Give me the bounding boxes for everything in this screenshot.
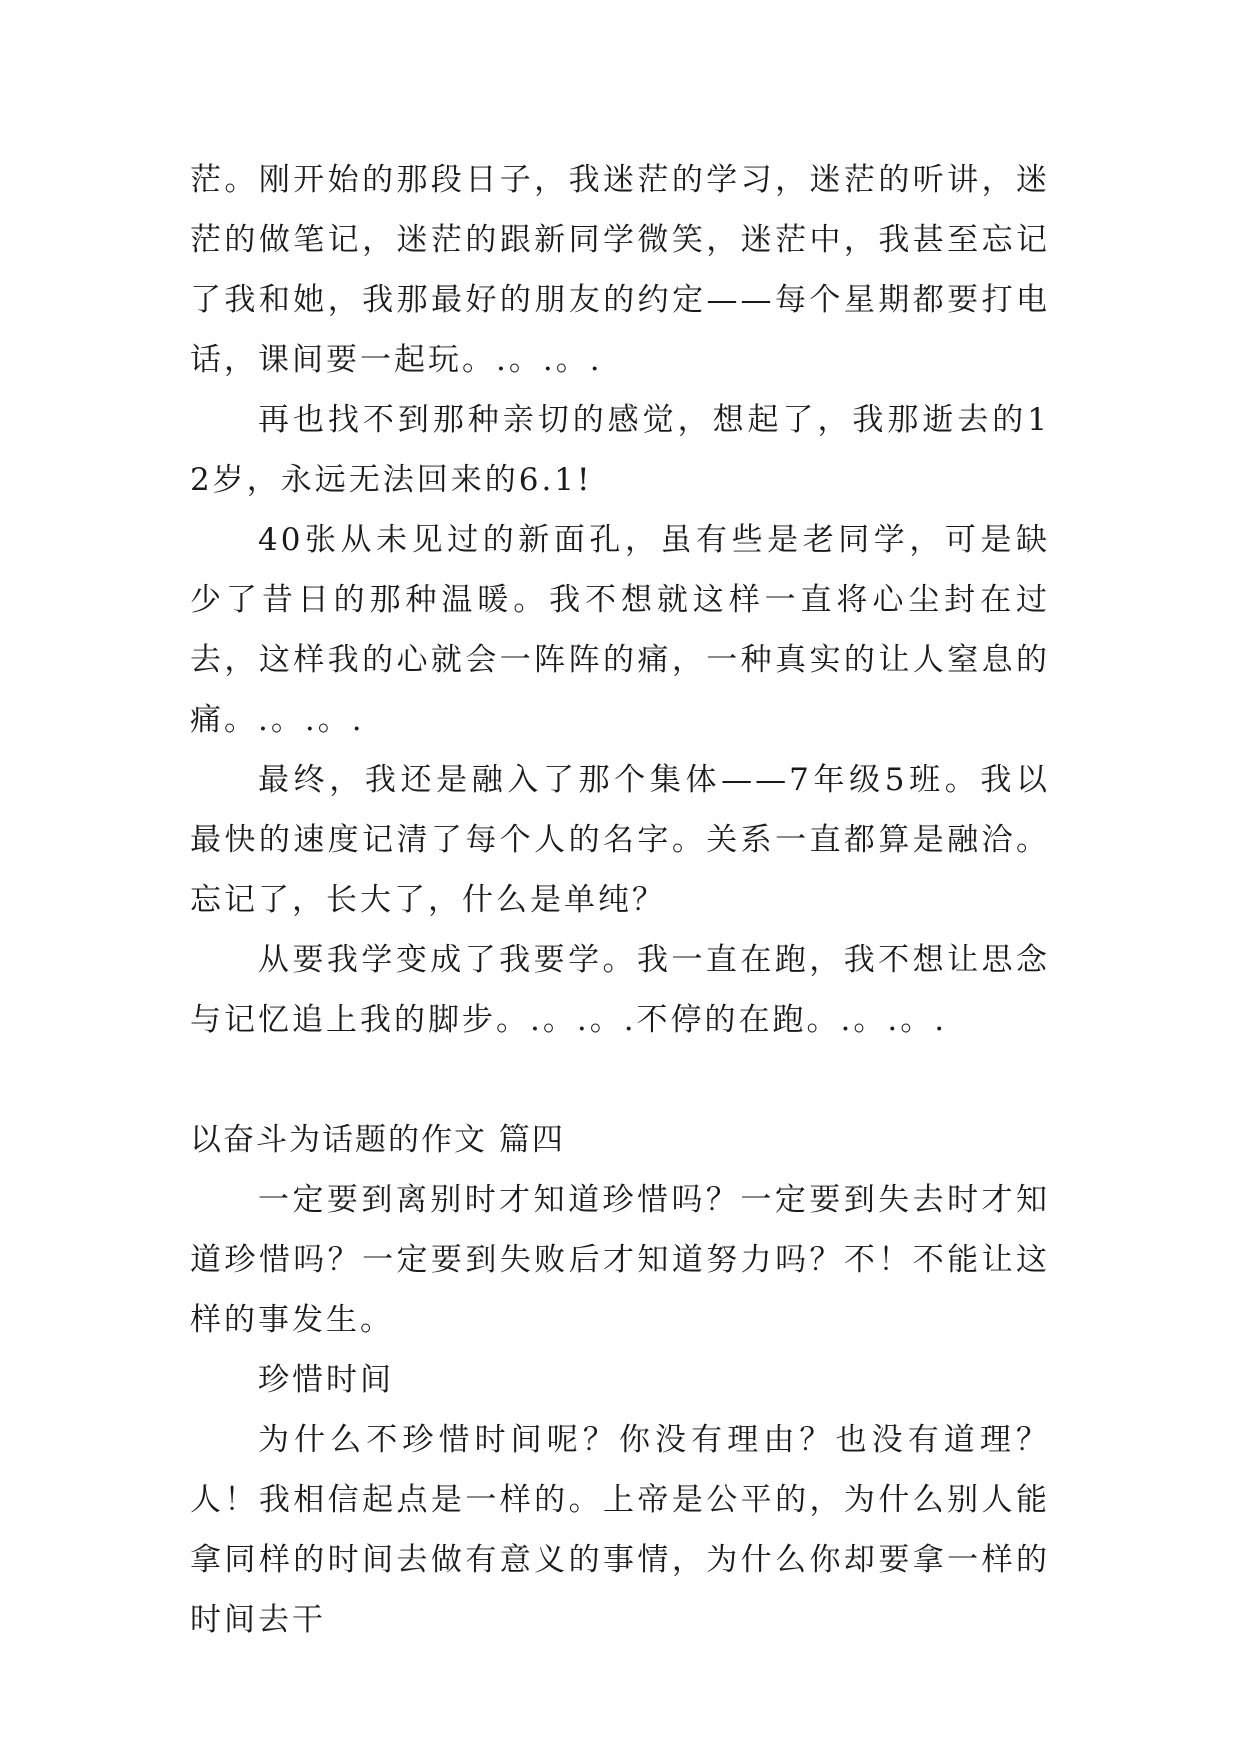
document-page [190, 150, 1050, 1650]
subheading: 珍惜时间 [258, 1362, 394, 1398]
paragraph-new-faces: 40张从未见过的新面孔，虽有些是老同学，可是缺少了昔日的那种温暖。我不想就这样一直将心尘封在过去，这样我的心就会一阵阵的痛，一种真实的让人窒息的痛。.。.。. [190, 522, 1050, 738]
paragraph-class: 最终，我还是融入了那个集体——7年级5班。我以最快的速度记清了每个人的名字。关系一直都算是融洽。忘记了，长大了，什么是单纯？ [190, 762, 1050, 918]
paragraph-continuation: 茫。刚开始的那段日子，我迷茫的学习，迷茫的听讲，迷茫的做笔记，迷茫的跟新同学微笑，迷茫中，我甚至忘记了我和她，我那最好的朋友的约定——每个星期都要打电话，课间要一起玩。.。.。. [190, 162, 1050, 378]
paragraph-twelve-years: 再也找不到那种亲切的感觉，想起了，我那逝去的12岁，永远无法回来的6.1! [190, 402, 1050, 498]
section-body-paragraph: 为什么不珍惜时间呢？你没有理由？也没有道理？人！我相信起点是一样的。上帝是公平的，为什么别人能拿同样的时间去做有意义的事情，为什么你却要拿一样的时间去干 [190, 1422, 1050, 1638]
paragraph-running: 从要我学变成了我要学。我一直在跑，我不想让思念与记忆追上我的脚步。.。.。.不停的在跑。.。.。. [190, 942, 1050, 1038]
section-title: 以奋斗为话题的作文 篇四 [190, 1122, 565, 1158]
section-intro-paragraph: 一定要到离别时才知道珍惜吗？一定要到失去时才知道珍惜吗？一定要到失败后才知道努力吗？不！不能让这样的事发生。 [190, 1182, 1050, 1338]
